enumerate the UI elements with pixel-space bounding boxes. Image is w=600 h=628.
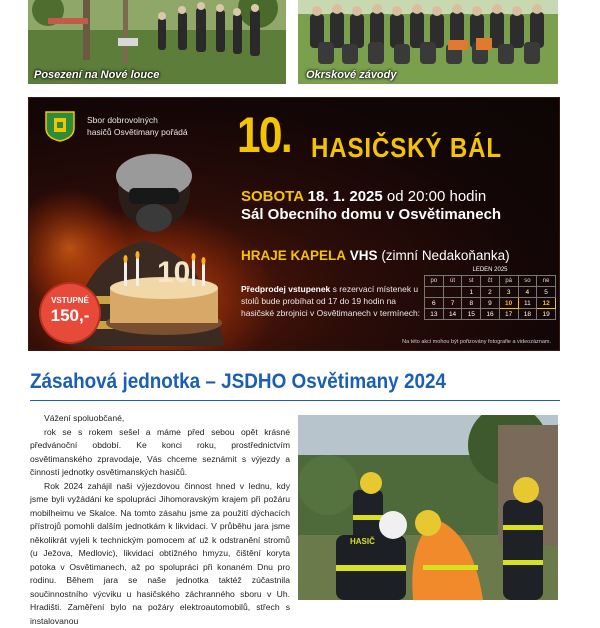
organizer-line-2: hasičů Osvětimany pořádá	[87, 126, 188, 138]
calendar-week-row	[425, 287, 556, 298]
calendar-day-cell: 4	[518, 287, 537, 298]
photo-caption-left: Posezení na Nové louce	[34, 69, 159, 81]
calendar-day-header: po	[425, 276, 444, 287]
article-paragraph: Rok 2024 zahájil naši výjezdovou činnost hned v lednu, kdy jsme byli vyžádáni ke spolupráci Jihomoravským krajem při požáru mobilheimu ve Skalce. Na tomto zásahu jsme za použití dýchacích přístrojů pomohli dalším jednotkám k likvidaci. V průběhu jara jsme několikrát vyjeli k technickým pomocem ať už k odstranění stromů (u Ježova, Medlovic), likvidaci obtížného hmyzu, čištění koryta potoka v Osvětimanech, až po spolupráci při konaném Dnu pro rodinu. Během jara se naše jednotka taktéž zúčastnila součinnostního výcviku u hasičského záchranného sboru v Uh. Hradišti. Zaměření bylo na požáry elektroautomobilů, střech s instalovanou	[30, 480, 290, 628]
title-divider	[30, 400, 560, 401]
article-body	[30, 412, 290, 628]
price-value: 150,-	[41, 306, 99, 326]
calendar-day-cell: 16	[481, 309, 500, 320]
presale-info	[241, 283, 421, 319]
ball-edition-number: 10.	[237, 106, 291, 164]
ball-title: HASIČSKÝ BÁL	[311, 132, 502, 164]
calendar-day-cell: 11	[518, 298, 537, 309]
fire-ball-banner	[28, 97, 560, 351]
calendar-day-cell: 1	[462, 287, 481, 298]
calendar-day-cell: 2	[481, 287, 500, 298]
article-paragraph: rok se s rokem sešel a máme před sebou opět krásné předvánoční období. Ke konci roku, prostřednictvím osvětimanského zpravodaje, Vás chceme seznámit s výjezdy a činností jednotky osvětimanských hasičů.	[30, 426, 290, 480]
event-date-line	[241, 188, 486, 205]
coat-of-arms-icon	[43, 110, 77, 142]
calendar-day-cell: 18	[518, 309, 537, 320]
calendar-day-header: ne	[537, 276, 556, 287]
band-prefix: HRAJE KAPELA	[241, 248, 346, 263]
price-label: VSTUPNÉ	[41, 296, 99, 305]
presale-title: Předprodej vstupenek	[241, 284, 330, 294]
firefighters-photo	[298, 415, 558, 600]
calendar-day-cell: 3	[499, 287, 518, 298]
calendar-table	[424, 275, 556, 320]
photo-notice: Na této akci mohou být pořizovány fotografie a videozáznam.	[402, 339, 551, 345]
calendar-day-cell: 10	[499, 298, 518, 309]
photo-district-competition	[298, 0, 558, 84]
calendar-day-cell	[425, 287, 444, 298]
event-date: 18. 1. 2025	[308, 188, 383, 205]
article-title: Zásahová jednotka – JSDHO Osvětimany 2024	[30, 370, 446, 394]
calendar-week-row	[425, 298, 556, 309]
event-day: SOBOTA	[241, 188, 304, 205]
calendar-day-cell	[443, 287, 462, 298]
calendar-day-header: út	[443, 276, 462, 287]
calendar-day-cell: 12	[537, 298, 556, 309]
calendar-title: LEDEN 2025	[424, 267, 556, 273]
photo-caption-right: Okrskové závody	[306, 69, 397, 81]
calendar-day-cell: 6	[425, 298, 444, 309]
calendar-day-cell: 14	[443, 309, 462, 320]
organizer-line-1: Sbor dobrovolných	[87, 114, 158, 126]
calendar-day-cell: 13	[425, 309, 444, 320]
calendar-day-cell: 19	[537, 309, 556, 320]
firefighters-photo-image	[298, 415, 558, 600]
photo-meadow-gathering	[28, 0, 286, 84]
calendar-day-cell: 9	[481, 298, 500, 309]
price-badge	[41, 284, 99, 342]
band-name: VHS	[350, 248, 378, 263]
calendar-day-cell: 7	[443, 298, 462, 309]
band-line	[241, 248, 510, 263]
calendar-week-row	[425, 309, 556, 320]
cake-number: 10	[157, 256, 190, 290]
calendar-day-cell: 5	[537, 287, 556, 298]
presale-text: s rezervací místenek u stolů bude probíhat od 17 do 19 hodin na hasičské zbrojnici v Osvětimanech v termínech:	[241, 284, 420, 318]
calendar-day-header: so	[518, 276, 537, 287]
january-calendar	[424, 267, 556, 320]
calendar-day-header: pá	[499, 276, 518, 287]
calendar-day-cell: 15	[462, 309, 481, 320]
vest-label: HASIČ	[350, 537, 375, 546]
calendar-day-header: st	[462, 276, 481, 287]
article-paragraph: Vážení spoluobčané,	[30, 412, 290, 426]
calendar-day-header: čt	[481, 276, 500, 287]
calendar-day-cell: 8	[462, 298, 481, 309]
calendar-day-cell: 17	[499, 309, 518, 320]
event-time: od 20:00 hodin	[387, 188, 486, 205]
band-note: (zimní Nedakoňanka)	[381, 248, 509, 263]
event-venue: Sál Obecního domu v Osvětimanech	[241, 206, 501, 223]
